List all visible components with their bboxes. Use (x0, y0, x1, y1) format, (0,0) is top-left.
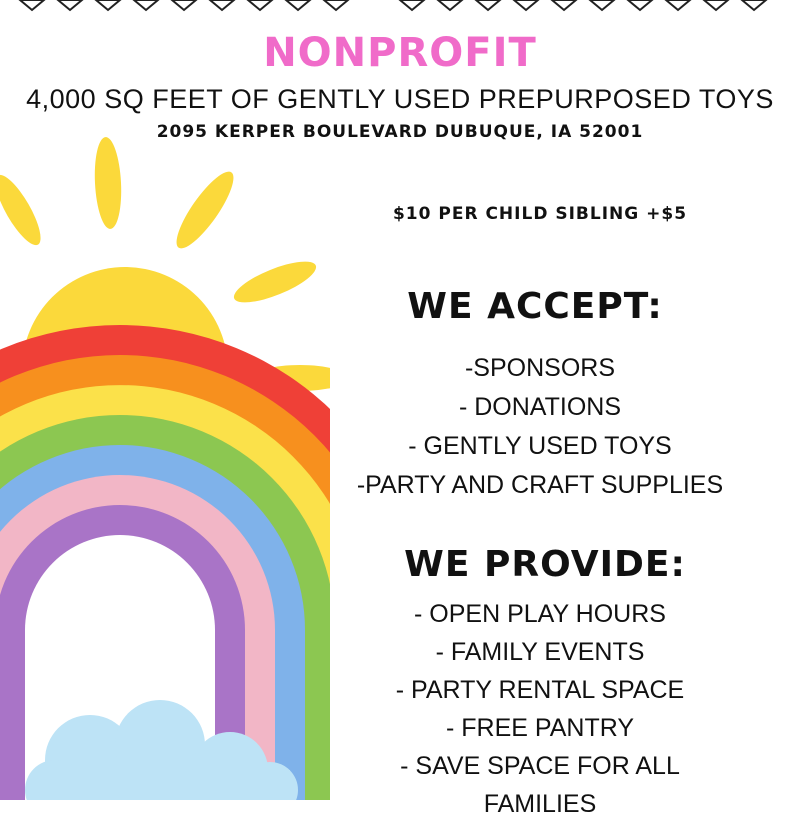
provide-item: - FREE PANTRY (446, 714, 634, 742)
provide-list (330, 595, 750, 823)
provide-heading: WE PROVIDE: (404, 544, 686, 585)
provide-item: FAMILIES (483, 790, 597, 818)
accept-item: - GENTLY USED TOYS (408, 432, 672, 460)
provide-item: - OPEN PLAY HOURS (414, 600, 666, 628)
accept-item: -PARTY AND CRAFT SUPPLIES (356, 471, 724, 499)
price-info: $10 PER CHILD SIBLING +$5 (392, 204, 688, 224)
flyer-title: NONPROFIT (263, 30, 537, 76)
provide-item: - FAMILY EVENTS (435, 638, 645, 666)
provide-item: - SAVE SPACE FOR ALL (400, 752, 680, 780)
accept-list (330, 349, 750, 505)
accept-heading: WE ACCEPT: (407, 286, 663, 327)
bunting-flags (20, 0, 766, 10)
flyer-subtitle: 4,000 SQ FEET OF GENTLY USED PREPURPOSED TOYS (26, 84, 774, 114)
provide-item: - PARTY RENTAL SPACE (395, 676, 685, 704)
accept-item: - DONATIONS (458, 393, 622, 421)
flyer-address: 2095 KERPER BOULEVARD DUBUQUE, IA 52001 (156, 122, 644, 142)
accept-item: -SPONSORS (464, 354, 616, 382)
